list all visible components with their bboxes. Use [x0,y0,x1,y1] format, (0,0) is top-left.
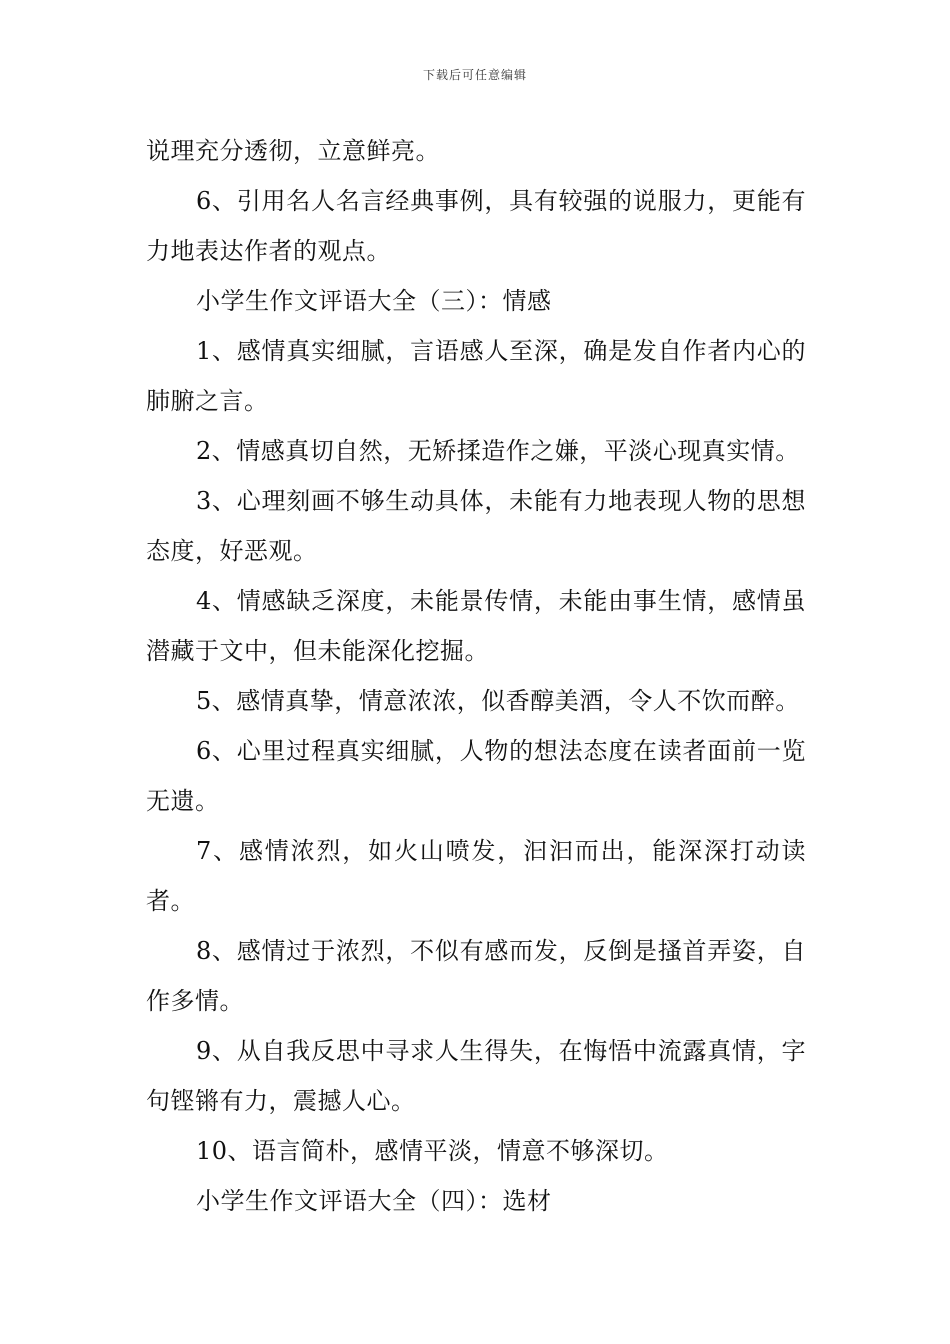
paragraph-7: 4、情感缺乏深度，未能景传情，未能由事生情，感情虽潜藏于文中，但未能深化挖掘。 [146,587,806,665]
paragraph-8: 5、感情真挚，情意浓浓，似香醇美酒，令人不饮而醉。 [196,687,800,715]
document-body [146,126,806,1226]
paragraph-13: 10、语言简朴，感情平淡，情意不够深切。 [196,1137,669,1165]
paragraph-2: 6、引用名人名言经典事例，具有较强的说服力，更能有力地表达作者的观点。 [146,187,806,265]
paragraph-6: 3、心理刻画不够生动具体，未能有力地表现人物的思想态度，好恶观。 [146,487,806,565]
page-header: 下载后可任意编辑 [422,68,527,82]
paragraph-12: 9、从自我反思中寻求人生得失，在悔悟中流露真情，字句铿锵有力，震撼人心。 [146,1037,806,1115]
paragraph-11: 8、感情过于浓烈，不似有感而发，反倒是搔首弄姿，自作多情。 [146,937,806,1015]
paragraph-5: 2、情感真切自然，无矫揉造作之嫌，平淡心现真实情。 [196,437,800,465]
paragraph-9: 6、心里过程真实细腻，人物的想法态度在读者面前一览无遗。 [146,737,806,815]
section-heading-material: 小学生作文评语大全（四）：选材 [196,1187,552,1215]
paragraph-10: 7、感情浓烈，如火山喷发，汩汩而出，能深深打动读者。 [146,837,806,915]
paragraph-1: 说理充分透彻，立意鲜亮。 [146,137,440,165]
section-heading-emotion: 小学生作文评语大全（三）：情感 [196,287,552,315]
paragraph-4: 1、感情真实细腻，言语感人至深，确是发自作者内心的肺腑之言。 [146,337,806,415]
